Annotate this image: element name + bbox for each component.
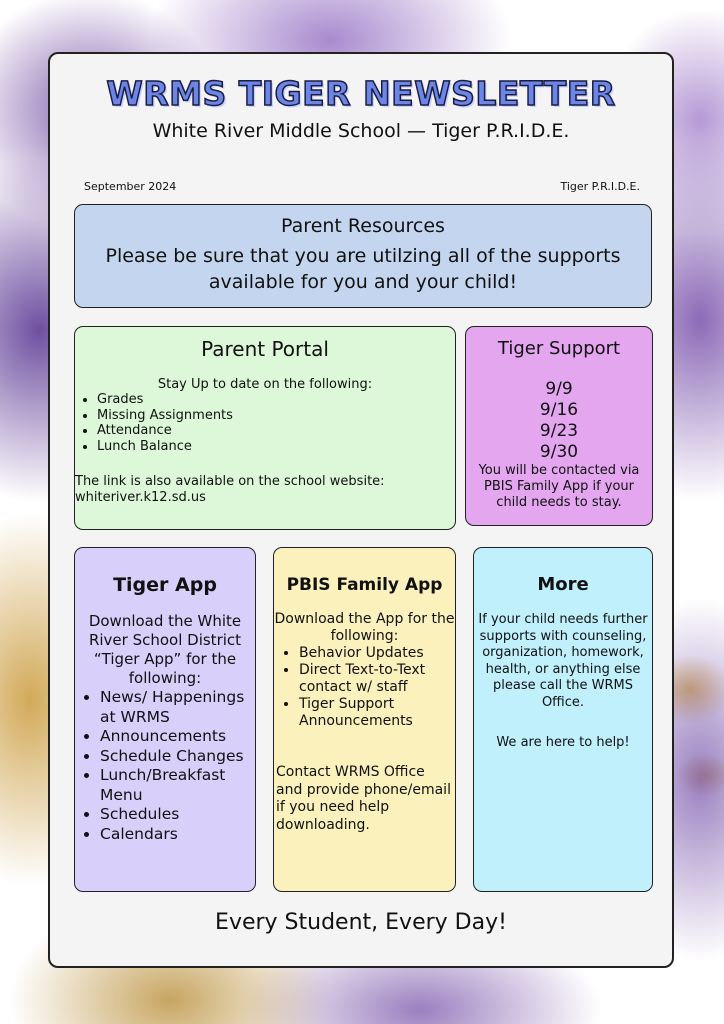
parent-resources-heading: Parent Resources [281,215,445,237]
tiger-support-dates [466,379,652,463]
newsletter-title: WRMS TIGER NEWSLETTER [106,74,616,113]
footer-slogan: Every Student, Every Day! [215,910,507,935]
pbis-app-list [274,645,455,730]
parent-portal-heading: Parent Portal [201,337,329,361]
tiger-support-box [465,326,653,526]
tiger-app-box [74,547,256,892]
header-tagline: Tiger P.R.I.D.E. [560,180,640,193]
parent-portal-box [74,326,456,530]
newsletter-page [48,52,674,968]
more-heading: More [537,574,589,595]
support-date: 9/23 [539,421,579,441]
list-item: • Grades [97,392,455,408]
list-item: • Calendars [100,825,255,845]
list-item: • Lunch Balance [97,439,455,455]
list-item: • Behavior Updates [299,645,455,662]
list-item: • Attendance [97,423,455,439]
tiger-app-list [75,688,255,844]
list-item: • Schedule Changes [100,747,255,767]
pbis-app-intro: Download the App for the following: [274,611,455,644]
pbis-app-box [273,547,456,892]
parent-portal-intro: Stay Up to date on the following: [157,377,373,392]
list-item: • Tiger Support Announcements [299,696,455,730]
list-item: • Direct Text-to-Text contact w/ staff [299,662,455,696]
school-website-link[interactable]: The link is also available on the school website: whiteriver.k12.sd.us [75,474,385,505]
list-item: • News/ Happenings at WRMS [100,688,255,727]
more-box [473,547,653,892]
support-date: 9/16 [539,400,579,420]
more-text: If your child needs further supports with counseling, organization, homework, health, or anything else please call the WRMS Office. [478,612,648,710]
support-date: 9/9 [545,379,573,399]
more-help-text: We are here to help! [496,735,630,750]
tiger-app-heading: Tiger App [113,574,217,596]
tiger-support-note: You will be contacted via PBIS Family App if your child needs to stay. [478,463,640,510]
pbis-app-heading: PBIS Family App [286,575,443,595]
support-date: 9/30 [539,442,579,462]
parent-portal-list [75,392,455,454]
parent-resources-text: Please be sure that you are utilzing all of the supports available for you and your child! [105,245,621,293]
tiger-support-heading: Tiger Support [497,338,621,359]
list-item: • Lunch/Breakfast Menu [100,766,255,805]
issue-date: September 2024 [84,180,177,193]
tiger-app-intro: Download the White River School District “Tiger App” for the following: [88,612,242,687]
list-item: • Announcements [100,727,255,747]
list-item: • Missing Assignments [97,408,455,424]
parent-resources-box [74,204,652,308]
pbis-contact-text: Contact WRMS Office and provide phone/email if you need help downloading. [276,764,451,833]
list-item: • Schedules [100,805,255,825]
newsletter-subtitle: White River Middle School — Tiger P.R.I.D.E. [152,120,570,142]
